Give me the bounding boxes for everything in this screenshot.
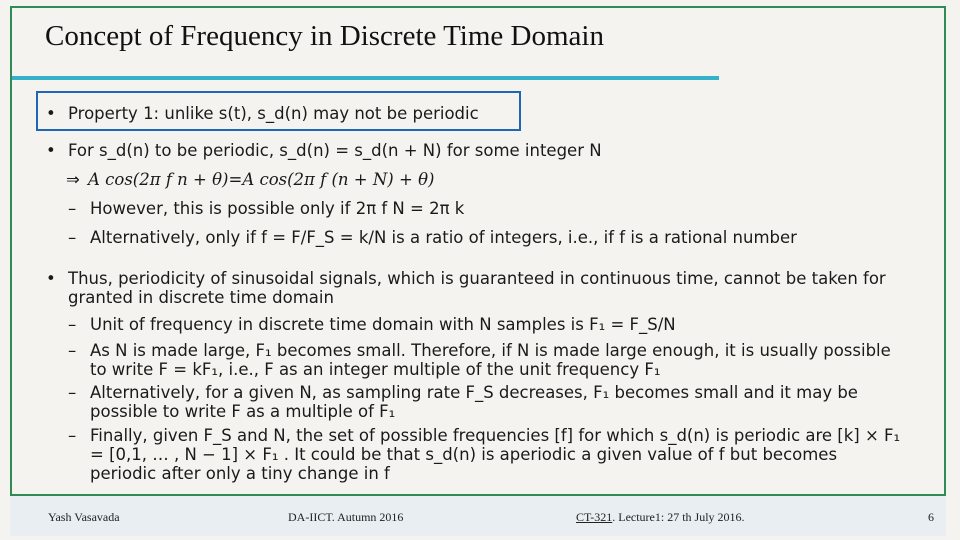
page-number: 6 bbox=[928, 510, 934, 524]
footer-bar bbox=[10, 496, 946, 536]
bullet-dot: • bbox=[46, 104, 56, 123]
footer-lecture-code[interactable]: CT-321 bbox=[576, 510, 613, 524]
footer-course: DA-IICT. Autumn 2016 bbox=[288, 510, 404, 524]
sub-bullet-2-1 bbox=[68, 199, 464, 218]
implies-line bbox=[66, 170, 434, 189]
bullet-dot: • bbox=[46, 141, 56, 160]
bullet-2 bbox=[46, 141, 602, 160]
dash-icon: – bbox=[68, 228, 77, 247]
sub-bullet-3-4-text: Finally, given F_S and N, the set of possible frequencies [f] for which s_d(n) is periodic are [k] × F₁ = [0,1, … , N − 1] × F₁ . It could be that s_d(n) is aperiodic a given value of f but becomes periodic after only a tiny change in f bbox=[90, 426, 901, 483]
dash-icon: – bbox=[68, 199, 77, 218]
bullet-dot: • bbox=[46, 269, 56, 288]
sub-bullet-2-2-text: Alternatively, only if f = F/F_S = k/N is a ratio of integers, i.e., if f is a rational number bbox=[90, 228, 797, 247]
title-underline bbox=[12, 76, 719, 80]
bullet-1-text: Property 1: unlike s(t), s_d(n) may not be periodic bbox=[68, 104, 479, 123]
footer-author: Yash Vasavada bbox=[48, 510, 120, 524]
bullet-1 bbox=[46, 104, 479, 123]
sub-bullet-2-2 bbox=[68, 228, 797, 247]
footer-lecture-rest: . Lecture1: 27 th July 2016. bbox=[612, 510, 745, 524]
implies-arrow-icon: ⇒ bbox=[66, 170, 80, 189]
bullet-3 bbox=[46, 269, 906, 307]
sub-bullet-3-2 bbox=[68, 341, 908, 379]
sub-bullet-3-2-text: As N is made large, F₁ becomes small. Therefore, if N is made large enough, it is usually possible to write F = kF₁, i.e., F as an integer multiple of the unit frequency F₁ bbox=[90, 341, 891, 379]
sub-bullet-3-3 bbox=[68, 383, 908, 421]
dash-icon: – bbox=[68, 426, 77, 445]
footer-lecture bbox=[576, 510, 745, 525]
sub-bullet-2-1-text: However, this is possible only if 2π f N = 2π k bbox=[90, 199, 465, 218]
dash-icon: – bbox=[68, 383, 77, 402]
sub-bullet-3-1 bbox=[68, 315, 676, 334]
bullet-2-text: For s_d(n) to be periodic, s_d(n) = s_d(n + N) for some integer N bbox=[68, 141, 602, 160]
dash-icon: – bbox=[68, 315, 77, 334]
sub-bullet-3-1-text: Unit of frequency in discrete time domain with N samples is F₁ = F_S/N bbox=[90, 315, 676, 334]
implies-text: A cos(2π f n + θ)=A cos(2π f (n + N) + θ) bbox=[88, 170, 435, 189]
dash-icon: – bbox=[68, 341, 77, 360]
slide-title: Concept of Frequency in Discrete Time Domain bbox=[45, 20, 604, 52]
sub-bullet-3-3-text: Alternatively, for a given N, as sampling rate F_S decreases, F₁ becomes small and it may be possible to write F as a multiple of F₁ bbox=[90, 383, 858, 421]
sub-bullet-3-4 bbox=[68, 426, 908, 483]
bullet-3-text: Thus, periodicity of sinusoidal signals, which is guaranteed in continuous time, cannot be taken for granted in discrete time domain bbox=[68, 269, 886, 307]
